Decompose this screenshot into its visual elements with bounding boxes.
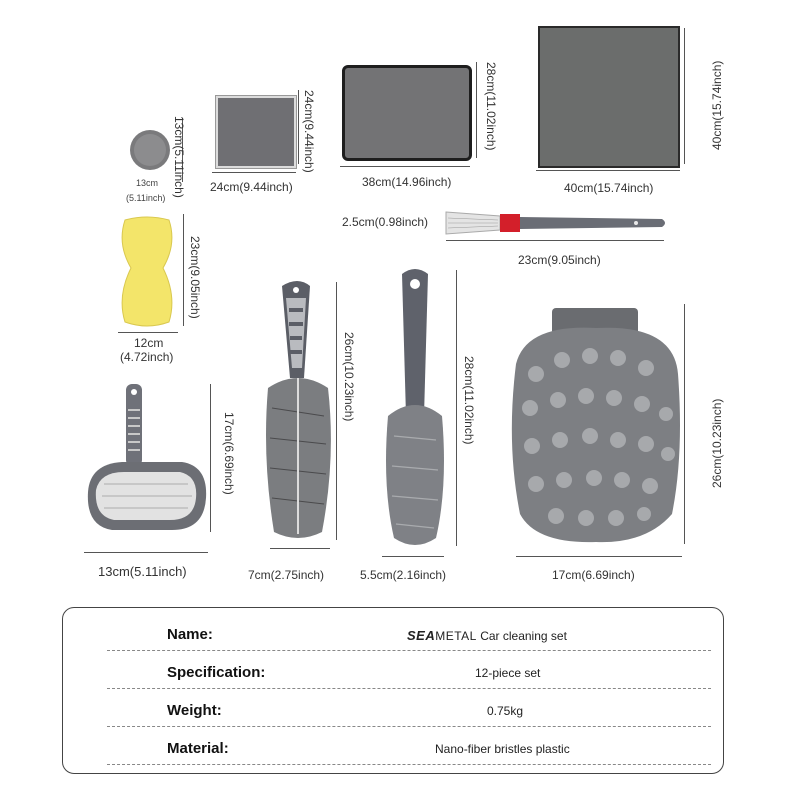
round-sponge-width-inch: (5.11inch) bbox=[126, 193, 166, 203]
detail-brush-width: 23cm(9.05inch) bbox=[518, 253, 601, 267]
spec-row-material bbox=[107, 726, 711, 765]
small-towel-height-line bbox=[298, 90, 299, 164]
large-towel bbox=[538, 26, 680, 168]
spoke-brush bbox=[262, 278, 336, 544]
yellow-sponge-width: 12cm bbox=[134, 336, 164, 350]
yellow-sponge-height-line bbox=[183, 214, 184, 326]
yellow-sponge bbox=[115, 216, 179, 328]
spoke-brush-width: 7cm(2.75inch) bbox=[248, 568, 325, 582]
wheel-wand bbox=[380, 266, 450, 550]
wheel-wand-height: 28cm(11.02inch) bbox=[462, 356, 476, 445]
yellow-sponge-width-inch: (4.72inch) bbox=[120, 350, 174, 364]
wheel-wand-height-line bbox=[456, 270, 457, 546]
medium-towel-width-line bbox=[340, 166, 470, 167]
spec-row-specification bbox=[107, 650, 711, 689]
small-towel bbox=[216, 96, 296, 168]
round-sponge-pad bbox=[128, 128, 172, 172]
material-value: Nano-fiber bristles plastic bbox=[435, 742, 570, 756]
small-towel-height: 24cm(9.44inch) bbox=[302, 90, 316, 173]
wash-mitt-height: 26cm(10.23inch) bbox=[710, 398, 724, 488]
spec-label: Specification: bbox=[167, 664, 266, 681]
detail-brush-height: 2.5cm(0.98inch) bbox=[342, 215, 429, 229]
spec-value: 12-piece set bbox=[475, 666, 541, 680]
large-towel-width: 40cm(15.74inch) bbox=[564, 181, 654, 195]
material-label: Material: bbox=[167, 740, 229, 757]
small-towel-width: 24cm(9.44inch) bbox=[210, 180, 293, 194]
tire-brush-width: 13cm(5.11inch) bbox=[98, 564, 187, 579]
wash-mitt-width-line bbox=[516, 556, 682, 557]
wash-mitt-width: 17cm(6.69inch) bbox=[552, 568, 635, 582]
spec-row-name bbox=[107, 612, 711, 651]
spec-row-weight bbox=[107, 688, 711, 727]
detail-brush bbox=[440, 208, 670, 238]
name-value-text: Car cleaning set bbox=[480, 629, 567, 643]
brand-sea: SEA bbox=[407, 628, 436, 643]
yellow-sponge-width-line bbox=[118, 332, 178, 333]
large-towel-height-line bbox=[684, 28, 685, 164]
spoke-brush-height-line bbox=[336, 282, 337, 540]
spec-table bbox=[62, 607, 724, 774]
large-towel-width-line bbox=[536, 170, 680, 171]
detail-brush-width-line bbox=[446, 240, 664, 241]
weight-value: 0.75kg bbox=[487, 704, 524, 718]
name-label: Name: bbox=[167, 626, 213, 643]
tire-brush bbox=[82, 380, 212, 536]
wheel-wand-width-line bbox=[382, 556, 444, 557]
wheel-wand-width: 5.5cm(2.16inch) bbox=[360, 568, 447, 582]
large-towel-height: 40cm(15.74inch) bbox=[710, 60, 724, 150]
yellow-sponge-height: 23cm(9.05inch) bbox=[188, 236, 202, 319]
wash-mitt-height-line bbox=[684, 304, 685, 544]
round-sponge-height: 13cm(5.11inch) bbox=[172, 116, 186, 198]
medium-towel bbox=[342, 65, 472, 161]
medium-towel-height-line bbox=[476, 62, 477, 158]
spoke-brush-height: 26cm(10.23inch) bbox=[342, 332, 356, 422]
brand-metal: METAL bbox=[435, 629, 477, 643]
medium-towel-width: 38cm(14.96inch) bbox=[362, 175, 452, 189]
medium-towel-height: 28cm(11.02inch) bbox=[484, 62, 498, 151]
round-sponge-width: 13cm bbox=[136, 178, 159, 188]
small-towel-width-line bbox=[212, 172, 296, 173]
weight-label: Weight: bbox=[167, 702, 222, 719]
spoke-brush-width-line bbox=[270, 548, 330, 549]
tire-brush-width-line bbox=[84, 552, 208, 553]
wash-mitt bbox=[506, 304, 686, 546]
tire-brush-height-line bbox=[210, 384, 211, 532]
tire-brush-height: 17cm(6.69inch) bbox=[222, 412, 236, 495]
name-value bbox=[407, 628, 567, 643]
